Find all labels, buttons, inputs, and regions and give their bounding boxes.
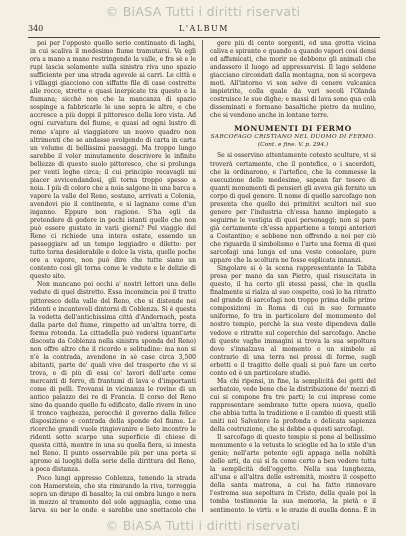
right-paragraph-3: Ma chi ripensi, in fine, la semplicità dei getti del serbatoio, vede bene che la distribuzione de' mezzi di cui si compone fra tre parti; le cui imprese come rappresentare sembrano tutte opera nuova, quello che abbia tutta la tradizione e il cambio di questi stili uniti nel Salvatore la profonda e delicata sapienza della costruzione, che si debbe a questi sarcofagi. — [210, 377, 376, 434]
section-subtitle: SARCOFAGO CRISTIANO NEL DUOMO DI FERMO. — [210, 134, 376, 141]
left-paragraph-3: Poco lungi appresso Coblenza, tenendo la strada con Hamerstein, che sta rimirando la riva, torreggia sopra un dirupo di basalto; la cui ombra lungo e nera in mezzo al tramonto del sole agguaglia, come una larva, su per le onde, e sarebbe uno spettacolo che — [30, 474, 196, 512]
section-reference: (Cont. e fine. V. p. 294.) — [257, 142, 329, 149]
section-title: MONUMENTI DI FERMO — [234, 124, 352, 134]
column-divider — [202, 40, 203, 512]
page-header — [28, 24, 380, 36]
left-paragraph-1: poi per l'opposto quello serio continuato di laghi, in cui scaliva il medesimo fiume tramutarsi. Va egli ora a mano a mano restringendo la valle, e fra sè e le rupi lascia solamente sulla sinistra riva uno spazio sufficiente per una strada agevole ai carri. Le città e i villaggi giacciono con siffatte file di case costrette alle rocce, strette e quasi inerpicate tra questo e la fiumana; sicchè non che la mancanza di spazio sospinge a fabbricarle le une sopra le altre, e che accresce a più doppi il pittoresco della loro vista. Ad ogni curvatura del fiume, e quasi ad ogni lustro di remo s'apre al viaggiatore un nuovo quadro non altrimenti che se andasse svolgendo di carta in carta un volume di bellissimi paesaggi. Ma troppo lungo sarebbe il voler minutamente descrivere le infinite bellezze di questo suolo pittoresco, che si prolunga per venti leghe circa; il cui principio recavagli mi piacer avvicendandosi, gli torna troppo spesso a noia. I più di coloro che a noia salgono in una barca a vapore la valle del Reno, sostano, arrivati a Colonia, avendovi pio il continente, e si lagnano come d'un inganno. Eppure non ragione. S'ha egli da pretendere di godere in pochi istanti quello che non può essere gustato in varii giorni? Pel viaggio del Reno ci richiede una intera estate, essendo un passeggiare ad un tempo leggiadro e diletto: per tutto torna desiderabile e dolce la vista, quelle poche ore a vapore, non può dire che tutte siano un contento così gli torna come le vedute e le delizie di questo sito. — [30, 40, 196, 281]
right-paragraph-1: Se si osservino attentamente cotesto sculture, vi si troverà certamente, che il pontefice, o i sacerdoti, che la ordinarono, e l'artefice, che la commesse la esecuzione delle medesime, sapean far tesoro di quanti monumenti di pensieri gli aveva già fornito un corpo di quel genere. Il nome di quello sarcofago non presenta che quello dei primitivi scultori nel suo genere per l'industria ch'essa hanno impiegato a seguirne le vestigia di quei personaggi; non si pare già certamente ch'essa appartiene a tempi anteriori a Costantino; e sebbene non offrendo a noi per ciò che riguarda il simbolismo e l'arte una forma di quei sarcofagi una lunga ed una veste consolare, pure appare che la scoltura ne fosse esplicata innanzi. — [210, 152, 376, 265]
running-head: L'ALBUM — [179, 24, 229, 33]
right-continuation-paragraph: gere più di cento sorgenti, ed una grotta vicina caliva e spirante e quando a quando vapori così densi ed affumicati, che morir ne debbono gli animali che andassero il luogo ad appressarvisi. Il lago seldene giacciano circondati dalla montagna, non si scorgeva moti. All'intorno vi son selve di cenere vulcanica impietrite, colla quale da vari secoli l'Olanda costruisce le sue dighe; e massi di lava sono qua colà disseminati e formano basaltiche pietre da mulino, che si vendono anche in lontane terre. — [210, 40, 376, 120]
right-paragraph-2: Singolare si è la scena rappresentante la Tabita presa per mano da san Pietro, qual risuscitata in questo, il ha certo gli stessi passi, che in quella finalmente si rialza al suo cospetto, così lo ha ritratto nel grande di sarcofagi non troppo prima delle prime composizioni in Roma di cui in suo formante uniforme, fo tra in particolare del monumento del nostro tempio, perchè la sua veste dipendeva dalle vedove e ritratte sul coperchio del sarcofago. Anche di queste vaghe immagini si trova la sua sepoltura dove s'innalzava al momento e un simbolo al contrario di una terra nei pressi di forme, sugli erbetti e il tragitto delle quali si può fare un certo conto ed è un particolare studio. — [210, 265, 376, 377]
right-paragraph-4: Il sarcofago di questo tempio si pone al bellissimo monumento e la vetusta lo scioglie ed ha lo stile d'un genio; nell'arte potente egli appaga nella nobiltà delle arti, da cui si fa come certo a ben vedere tutta la semplicità dell'oggetto. Nella sua lunghezza, all'una e all'altra delle estremità, mostra il cospetto della santa matrona, a cui ha fatto rinnovare l'estrema sua sepoltura in Cristo, della quale poi la tomba testimonia la sua memoria, la pietà e il sentimento, le virtù, e le grazie di quella donna. È in — [210, 434, 376, 512]
page-number: 340 — [28, 24, 44, 33]
right-column — [210, 40, 376, 512]
watermark-top: © BiASA Tutti i diritti riservati — [105, 4, 301, 19]
left-column — [30, 40, 196, 512]
left-paragraph-2: Non mancano poi occhi a' nostri lettori una delle vedute di quel distretto. Essa incomincia poi il tratto pittoresco della valle del Reno, che si distende nei ridenti e incantevoli dintorni di Coblenza. Si è questa la vedetta dell'antichissima città d'Andernach, posta dalla parte del fiume, rimpetto ad un'altra torre, di forma rotonda. La cittadella può vedersi (quant'arte discosta da Coblenza nella sinistra sponda del Reno) non offre altro che il ricordo e solitudine: ma non si n'è la contrada, avendone in sè case circa 3,500 abitanti, parte de' quali vive del trasporto che vi si trova, e di più di essi co' lavori dell'arte come mercanti di ferro, di frantumi di lava e d'importanti come di pelli. Trovansi in vicinanza le rovine di un antico palazzo dei re di Francia. Il corso del Reno sino da quando quello fu edificato, dalle rivere in uno il tronco vaghezza, perocchè il governo dalla felice disposizione e contrada della sponde del fiume. Le ricerche grandi vuole ringiovanire e lieto incontro le ridenti sotto scarpe una superficie di chiese di questa città, mentre in una su quella fiera, si innesta nel Reno. Il punto osservabile più per una porta si aprono ai luoghi della serie della dirittura del Reno, a poca distanza. — [30, 281, 196, 474]
watermark-bottom: © BiASA Tutti i diritti riservati — [105, 518, 301, 533]
header-rule — [28, 37, 380, 38]
